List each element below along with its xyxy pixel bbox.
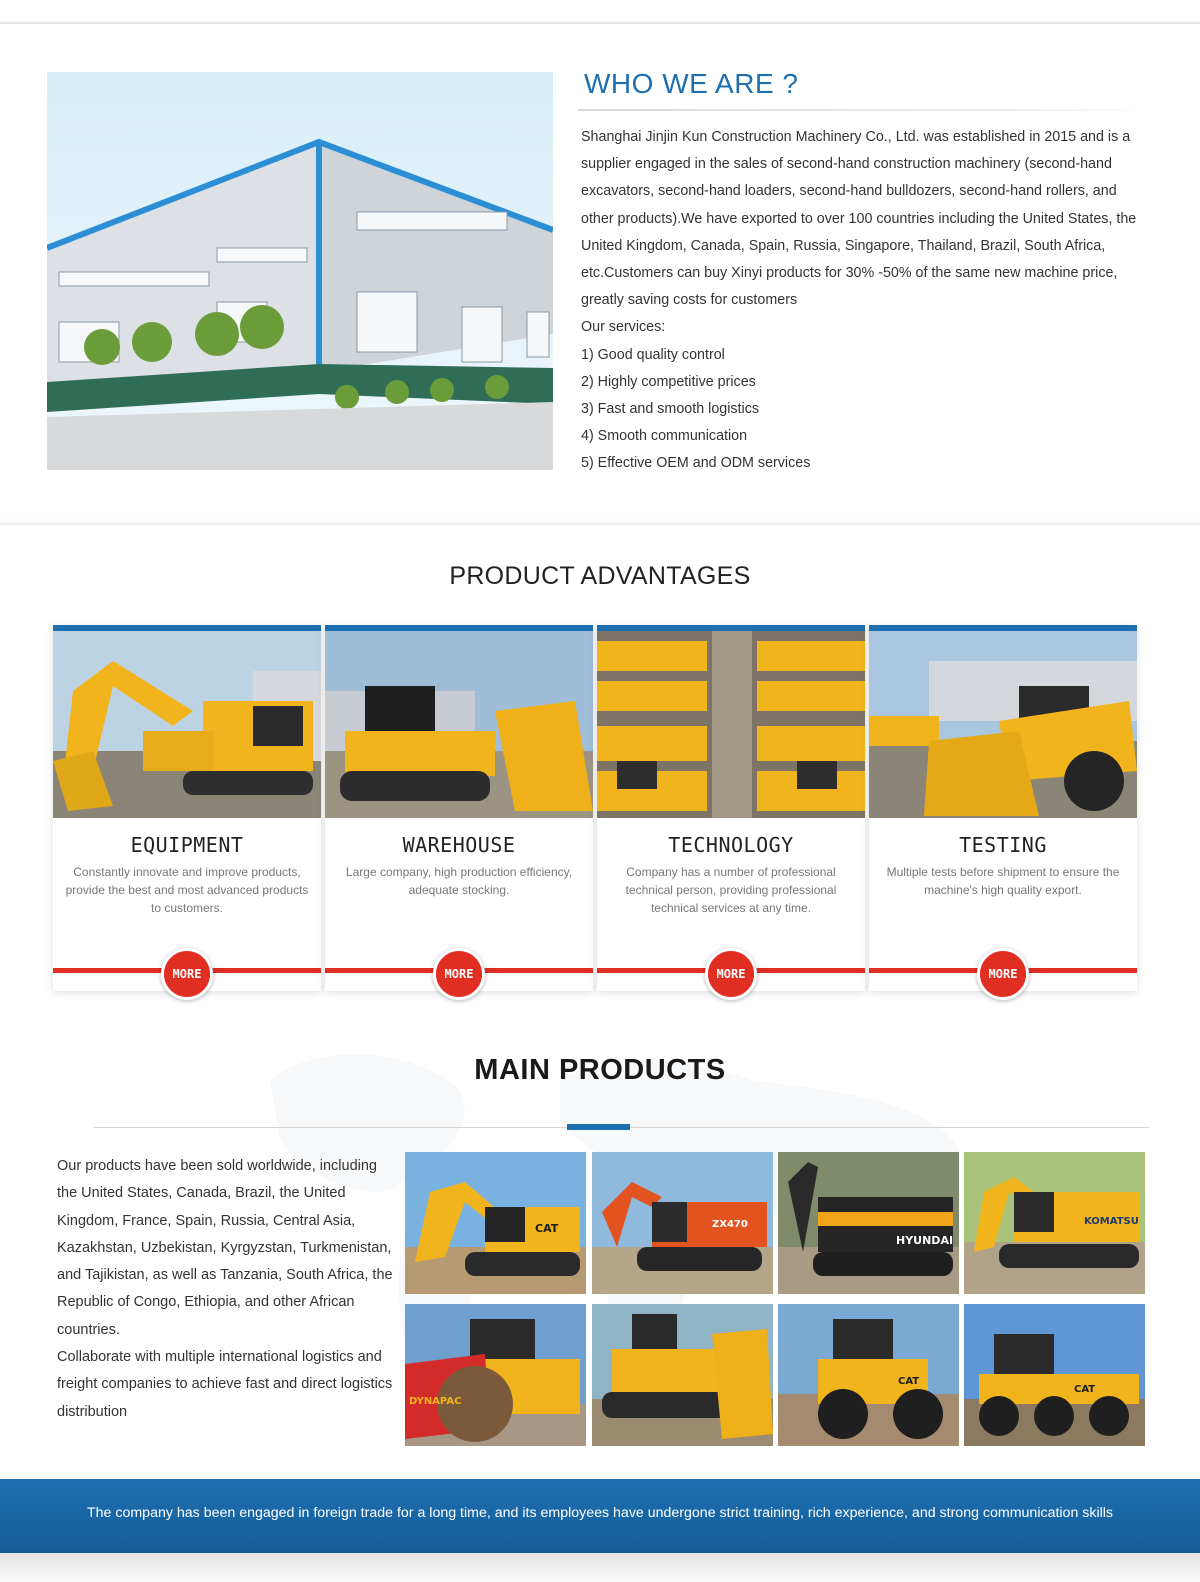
product-photo-dynapac-roller[interactable] [405,1304,586,1446]
section-divider [0,523,1200,525]
card-description: Constantly innovate and improve products, provide the best and most advanced products to customers. [65,865,309,915]
advantage-card-technology [597,625,865,991]
product-photo-komatsu-excavator[interactable] [964,1152,1145,1294]
excavators-image [53,631,321,818]
card-title: WAREHOUSE [402,833,516,857]
services-title: Our services: [581,319,666,336]
service-item: 4) Smooth communication [581,428,748,445]
service-item: 3) Fast and smooth logistics [581,401,759,418]
excavator-rows-image [597,631,865,818]
who-we-are-title: WHO WE ARE ? [584,68,799,99]
card-description: Large company, high production efficiency, adequate stocking. [345,865,573,897]
photo-label: ZX470 [712,1219,748,1230]
company-description [581,124,1141,478]
card-description: Multiple tests before shipment to ensure the machine's high quality export. [886,865,1120,897]
product-photo-bulldozer[interactable] [592,1304,773,1446]
more-button[interactable]: MORE [161,948,213,1000]
factory-building-image [47,72,553,470]
product-photo-hitachi-excavator[interactable] [592,1152,773,1294]
photo-label: HYUNDAI [896,1234,954,1247]
more-button[interactable]: MORE [977,948,1029,1000]
bulldozer-image [325,631,593,818]
card-title: TECHNOLOGY [668,833,794,857]
more-button[interactable]: MORE [705,948,757,1000]
service-item: 2) Highly competitive prices [581,373,756,390]
who-title-underline [578,109,1143,111]
wheel-loader-image [869,631,1137,818]
photo-label: CAT [1074,1384,1096,1395]
advantage-card-warehouse [325,625,593,991]
more-button[interactable]: MORE [433,948,485,1000]
advantage-card-equipment [53,625,321,991]
footer-shadow [0,1553,1200,1582]
service-item: 1) Good quality control [581,346,725,363]
service-item: 5) Effective OEM and ODM services [581,455,811,472]
product-photo-cat-motor-grader[interactable] [964,1304,1145,1446]
logistics-text: Collaborate with multiple international logistics and freight companies to achieve fast and direct logistics distribution [57,1349,393,1420]
advantage-card-testing [869,625,1137,991]
footer-text: The company has been engaged in foreign trade for a long time, and its employees have undergone strict training, rich experience, and strong communication skills [86,1505,1114,1521]
product-photo-cat-wheel-loader[interactable] [778,1304,959,1446]
main-products-accent-bar [567,1124,630,1130]
photo-label: CAT [898,1376,920,1387]
product-photo-hyundai-excavator[interactable] [778,1152,959,1294]
card-description: Company has a number of professional technical person, providing professional technical services at any time. [625,865,837,915]
top-divider [0,22,1200,24]
main-products-title: MAIN PRODUCTS [474,1054,726,1086]
product-photo-cat-excavator[interactable] [405,1152,586,1294]
photo-label: CAT [535,1222,559,1235]
company-intro: Shanghai Jinjin Kun Construction Machinery Co., Ltd. was established in 2015 and is a supplier engaged in the sales of second-hand construction machinery (second-hand excavators, second-hand loaders, second-hand bulldozers, second-hand rollers, and other products).We have exported to over 100 countries including the United States, the United Kingdom, Canada, Spain, Russia, Singapore, Thailand, Brazil, South Africa, etc.Customers can buy Xinyi products for 30% -50% of the same new machine price, greatly saving costs for customers [581,129,1137,309]
sales-regions-text: Our products have been sold worldwide, including the United States, Canada, Brazil, the United Kingdom, France, Spain, Russia, Central Asia, Kazakhstan, Uzbekistan, Kyrgyzstan, Turkmenistan, and Tajikistan, as well as Tanzania, South Africa, the Republic of Congo, Ethiopia, and other African countries. [57,1158,393,1338]
photo-label: KOMATSU [1084,1216,1139,1227]
main-products-description [57,1153,393,1426]
card-title: EQUIPMENT [130,833,244,857]
card-title: TESTING [959,833,1047,857]
photo-label: DYNAPAC [409,1396,462,1407]
product-advantages-title: PRODUCT ADVANTAGES [449,562,751,590]
